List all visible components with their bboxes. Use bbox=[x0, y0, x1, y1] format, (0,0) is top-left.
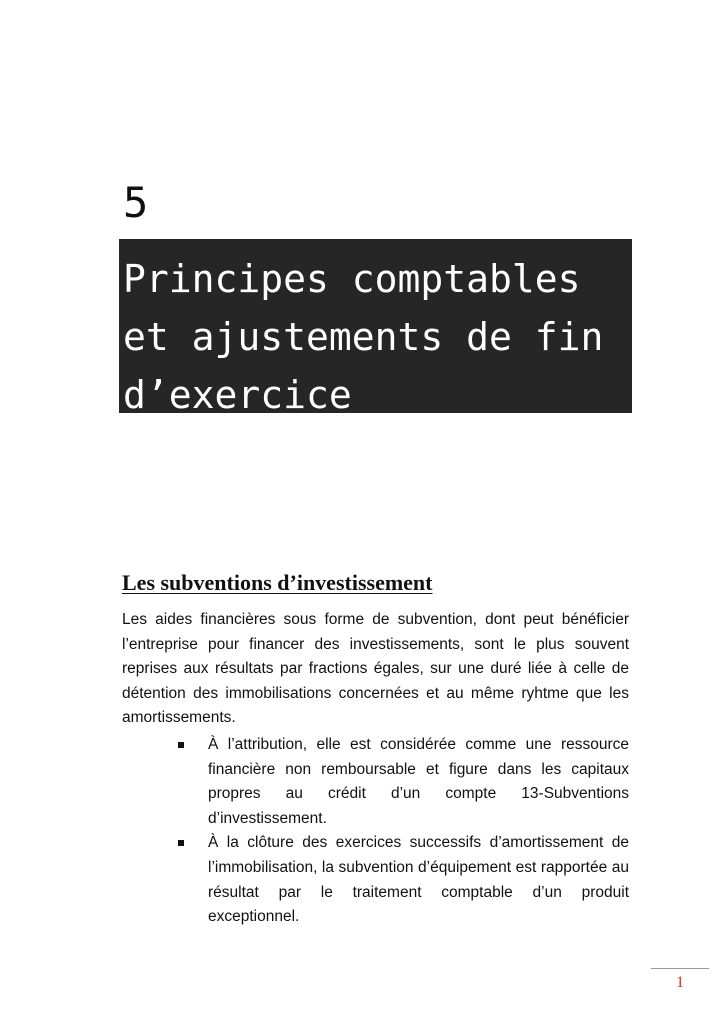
list-item bbox=[176, 831, 629, 929]
page-number: 1 bbox=[676, 974, 684, 991]
list-item bbox=[176, 733, 629, 831]
square-bullet-icon bbox=[178, 742, 184, 748]
chapter-number: 5 bbox=[123, 178, 149, 227]
section-heading: Les subventions d’investissement bbox=[122, 570, 433, 595]
list-item-text: À la clôture des exercices successifs d’amortissement de l’immobilisation, la subvention d’équipement est rapportée au résultat par le traitement comptable d’un produit exceptionnel. bbox=[208, 834, 629, 926]
footer-divider bbox=[651, 968, 709, 969]
list-item-text: À l’attribution, elle est considérée comme une ressource financière non remboursable et figure dans les capitaux propres au crédit d’un compte 13-Subventions d’investissement. bbox=[208, 736, 629, 827]
chapter-title: Principes comptables et ajustements de fin d’exercice bbox=[123, 257, 604, 417]
bullet-list bbox=[176, 733, 629, 930]
square-bullet-icon bbox=[178, 840, 184, 846]
chapter-title-box bbox=[119, 239, 632, 417]
section-paragraph: Les aides financières sous forme de subvention, dont peut bénéficier l’entreprise pour financer des investissements, sont le plus souvent reprises aux résultats par fractions égales, sur une duré liée à celle de détention des immobilisations concernées et au même ryhtme que les amortissements. bbox=[122, 611, 629, 727]
